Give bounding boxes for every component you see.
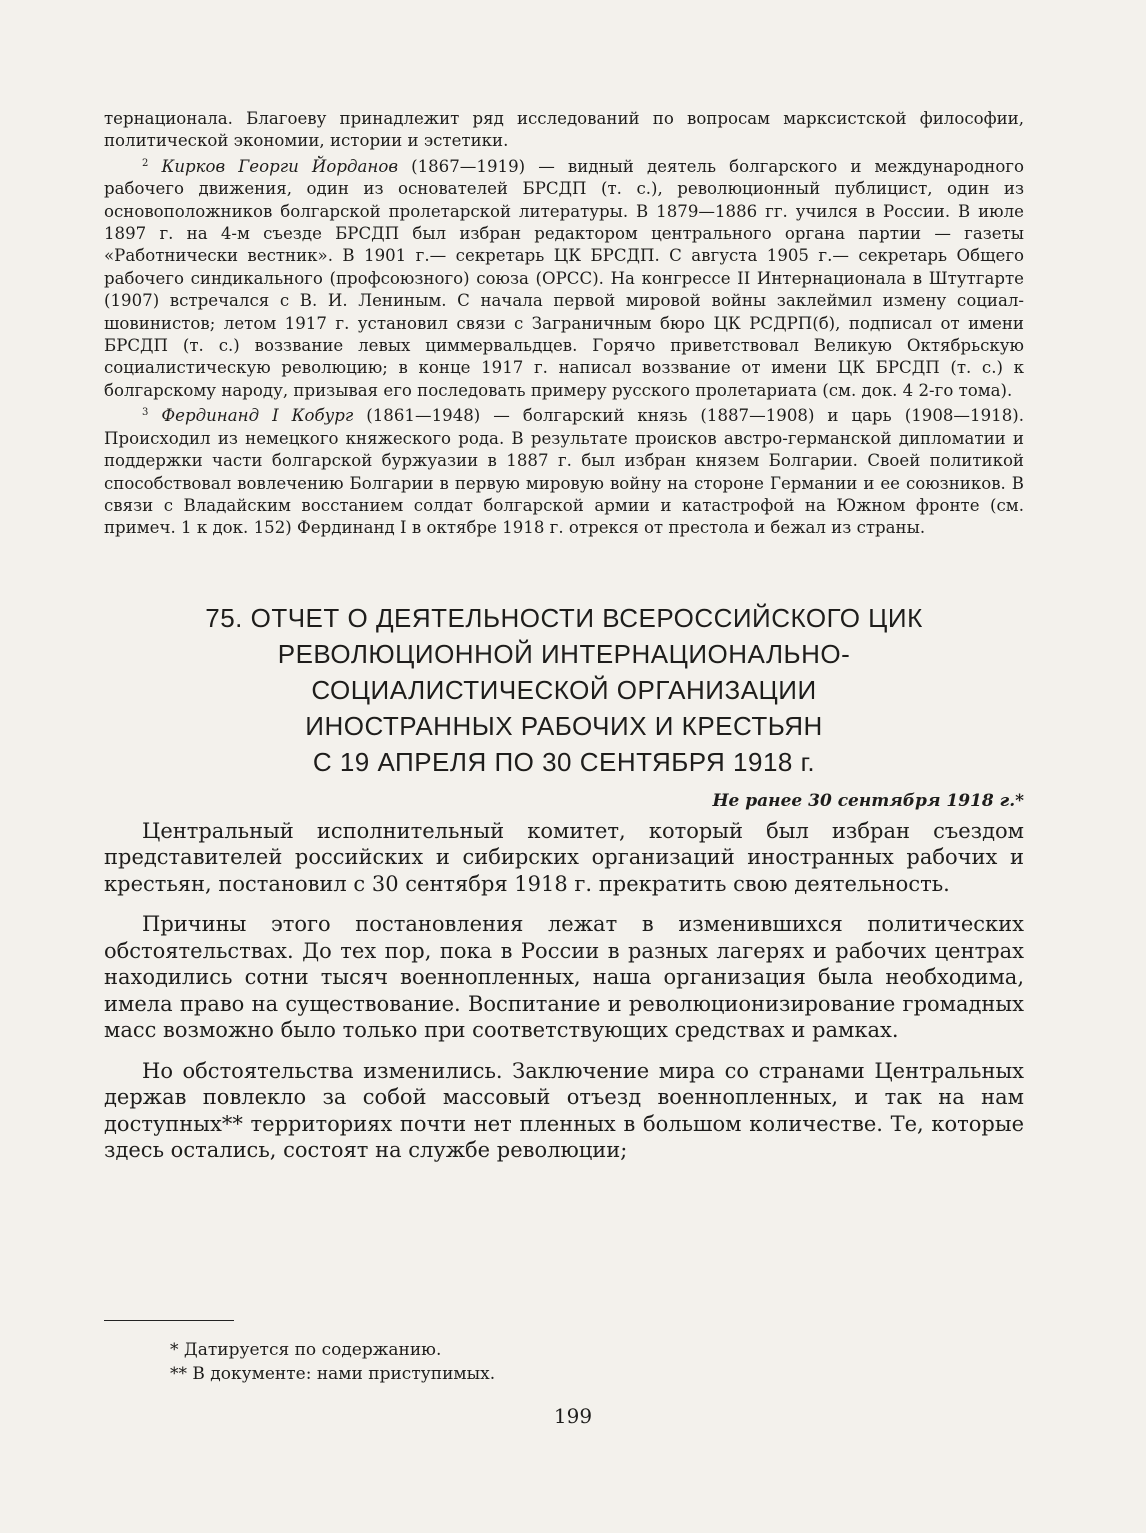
page-number: 199 — [553, 1404, 593, 1428]
heading-line: 75. ОТЧЕТ О ДЕЯТЕЛЬНОСТИ ВСЕРОССИЙСКОГО ЦИК — [205, 602, 923, 633]
heading-line: ИНОСТРАННЫХ РАБОЧИХ И КРЕСТЬЯН — [305, 710, 823, 741]
footnote: ** В документе: нами приступимых. — [170, 1364, 496, 1384]
body-paragraph: Причины этого постановления лежат в изменившихся политических обстоятельствах. До тех пор, пока в России в разных лагерях и рабочих центрах находились сотни тысяч военнопленных, наша организация была необходима, имела право на существование. Воспитание и революционизирование громадных масс возможно было только при соответствующих средствах и рамках. — [104, 912, 1024, 1043]
document-date: Не ранее 30 сентября 1918 г.* — [712, 790, 1024, 811]
footnote: * Датируется по содержанию. — [170, 1340, 442, 1360]
body-paragraph: Но обстоятельства изменились. Заключение мира со странами Центральных держав повлекло за собой массовый отъезд военнопленных, и так на нам доступных** территориях почти нет пленных в большом количестве. Те, которые здесь остались, состоят на службе революции; — [104, 1058, 1024, 1163]
note-2-text: (1867—1919) — видный деятель болгарского и международного рабочего движения, один из основателей БРСДП (т. с.), революционный публицист, один из основоположников болгарской пролетарской литературы. В 1879—1886 гг. учился в России. В июле 1897 г. на 4-м съезде БРСДП был избран редактором центрального органа партии — газеты «Работнически вестник». В 1901 г.— секретарь ЦК БРСДП. С августа 1905 г.— секретарь Общего рабочего синдикального (профсоюзного) союза (ОРСС). На конгрессе II Интернационала в Штутгарте (1907) встречался с В. И. Лениным. С начала первой мировой войны заклеймил измену социал-шовинистов; летом 1917 г. установил связи с Заграничным бюро ЦК РСДРП(б), подписал от имени БРСДП (т. с.) воззвание левых циммервальдцев. Горячо приветствовал Великую Октябрьскую социалистическую революцию; в конце 1917 г. написал воззвание от имени ЦК БРСДП (т. с.) к болгарскому народу, призывая его последовать примеру русского пролетариата (см. док. 4 2-го тома). — [104, 156, 1024, 400]
heading-line: СОЦИАЛИСТИЧЕСКОЙ ОРГАНИЗАЦИИ — [311, 674, 817, 705]
note-3-text: (1861—1948) — болгарский князь (1887—1908) и царь (1908—1918). Происходил из немецкого княжеского рода. В результате происков австро-германской дипломатии и поддержки части болгарской буржуазии в 1887 г. был избран князем Болгарии. Своей политикой способствовал вовлечению Болгарии в первую мировую войну на стороне Германии и ее союзников. В связи с Владайским восстанием солдат болгарской армии и катастрофой на Южном фронте (см. примеч. 1 к док. 152) Фердинанд I в октябре 1918 г. отрекся от престола и бежал из страны. — [104, 406, 1024, 538]
note-2-number: 2 — [142, 157, 149, 169]
page-content — [104, 108, 1024, 1178]
note-3-name: Фердинанд I Кобург — [161, 406, 354, 426]
endnotes — [104, 108, 1024, 540]
document-heading — [104, 600, 1024, 780]
note-2 — [104, 153, 1024, 402]
heading-line: РЕВОЛЮЦИОННОЙ ИНТЕРНАЦИОНАЛЬНО- — [277, 638, 851, 669]
note-3 — [104, 402, 1024, 539]
heading-line: С 19 АПРЕЛЯ ПО 30 СЕНТЯБРЯ 1918 г. — [312, 746, 816, 777]
body-paragraph: Центральный исполнительный комитет, который был избран съездом представителей российских и сибирских организаций иностранных рабочих и крестьян, постановил с 30 сентября 1918 г. прекратить свою деятельность. — [104, 818, 1024, 896]
note-2-name: Кирков Георги Йорданов — [161, 156, 398, 176]
footnote-divider — [104, 1320, 234, 1321]
document-body — [104, 818, 1024, 1164]
note-continuation: тернационала. Благоеву принадлежит ряд исследований по вопросам марксистской философии, политической экономии, истории и эстетики. — [104, 109, 1024, 151]
footnotes — [170, 1338, 495, 1386]
note-3-number: 3 — [142, 407, 149, 419]
